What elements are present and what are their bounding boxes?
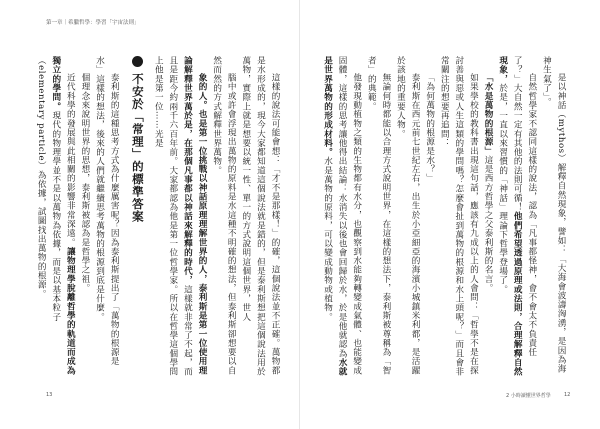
emphasis-text: 於是，在那個凡事都以神話來解釋的時代，: [182, 110, 193, 285]
left-page-body: [36, 56, 282, 378]
body-text: 泰利斯的這種思考方式為什麼厲害呢？因為泰利斯提出了「萬物的根源是水」這樣的想法，後來的人們就繼續思考萬物的根源到底是什麼。: [94, 56, 120, 366]
running-footer-title: 2 小時讀懂世界哲學: [506, 393, 551, 399]
body-text: 於是，一直以來習慣的「神話」理論下哲學登場了。: [497, 83, 508, 294]
body-paragraph: [422, 56, 437, 378]
body-text: 他發現動植物之類的生物都有水分，也觀察到水能夠轉變成氣體、也能變成固體，這樣的思考讓他得出結論：水消失以後也會回歸於水，於是他就認為: [337, 56, 362, 376]
body-paragraph: [209, 56, 238, 378]
body-paragraph: [495, 56, 539, 378]
body-paragraph: [238, 56, 282, 378]
body-text: 現代的物理學並不是以萬物為依據，而是以基本粒子（elementary particle）為依據，試圖找出萬物的根源。: [36, 56, 61, 322]
body-paragraph: [92, 56, 121, 378]
section-heading-text: 不安於「常理」的標準答案: [130, 73, 145, 223]
emphasis-text: 水就是世界萬物的形成材料。: [322, 56, 348, 377]
right-page-body: [320, 56, 568, 378]
body-text: 近代科學的發展與此相關的影響非常深遠。: [65, 73, 76, 248]
body-paragraph: [539, 56, 568, 378]
body-text: 這是西方哲學之父泰利斯的名言。: [483, 155, 494, 293]
section-heading: [130, 56, 145, 378]
body-paragraph: [77, 56, 92, 378]
body-paragraph: [34, 56, 78, 378]
body-text: 但是泰利斯想把這個說法用於萬物，實際上就是想要以統一性、單一的方式說明這個世界，世人: [240, 56, 266, 377]
right-page: [300, 0, 600, 429]
body-paragraph: [437, 56, 481, 378]
body-paragraph: [320, 56, 364, 378]
body-text: 泰利斯在西元前七世紀左右，出生於小亞細亞的海濱小城鎮米利都，是活躍於該地的重要人物。: [395, 56, 421, 376]
emphasis-text: 讓物理學脫離哲學的軌道而成為獨立的學問。: [50, 56, 76, 376]
body-paragraph: [393, 56, 422, 378]
body-paragraph: [151, 56, 209, 378]
body-text: 這樣的說法可能會想：「才不是那樣！」的確，這個說法並不正確。萬物都是水形成的，現今大家都知道這個說法就是錯的，: [255, 56, 280, 376]
body-paragraph: [480, 56, 495, 378]
body-text: 這樣就非常了不起，而且是距今約兩千六百年前。大家都認為他是第一位哲學家。所以在哲學這個學問上他是第一位……光是: [153, 56, 193, 377]
bullet-dot-icon: [132, 56, 143, 67]
body-text: 「為何萬物的根源是水？」: [424, 73, 435, 183]
body-text: 是以神話（mythos）解釋自然現象，譬如：「大海會波濤洶湧，是因為海神生氣了」。: [541, 56, 566, 374]
emphasis-text: 象的人。也是第一位挑戰以神話原理理解世界的人，泰利斯是第一位使用理論解釋世界萬: [182, 56, 208, 376]
body-text: 腦中或許會浮現出萬物的原料是水這種不明確的想法，但泰利斯卻想要以自然而然的方式解釋世界萬物。: [211, 56, 237, 376]
body-text: 水是萬物的原料，可以變成動物或植物。: [322, 156, 333, 322]
emphasis-text: 「水是萬物的根源」: [483, 73, 494, 156]
running-header: 第一章｜希臘哲學：學習「宇宙法則」: [46, 20, 140, 26]
emphasis-text: 他們希望透過原理或法則，合理解釋自然現象，: [497, 56, 523, 377]
body-text: 如果學校的教科書出現這句話，應該有九成以上的人會問：「哲學不是在探討善與惡或人生這類的學問嗎？怎麼會扯到萬物的根源和水上頭呢？」而且會非常關注的想要再追問：: [439, 56, 479, 377]
body-paragraph: [364, 56, 393, 378]
body-text: 無論何時都能以合理方式說明世界，在這樣的想法下，泰利斯被尊稱為「智者」的典範。: [366, 56, 391, 376]
page-number-right: 12: [564, 392, 571, 398]
body-text: 個理念來說明世界的思想，泰利斯被認為是哲學之祖。: [79, 73, 90, 293]
page-number-left: 13: [46, 392, 53, 398]
body-text: 自然哲學家不認同這樣的說法，認為「凡事都怪神，會不會太不負責任了？」大自然一定有其他的法則可循！: [512, 56, 537, 357]
